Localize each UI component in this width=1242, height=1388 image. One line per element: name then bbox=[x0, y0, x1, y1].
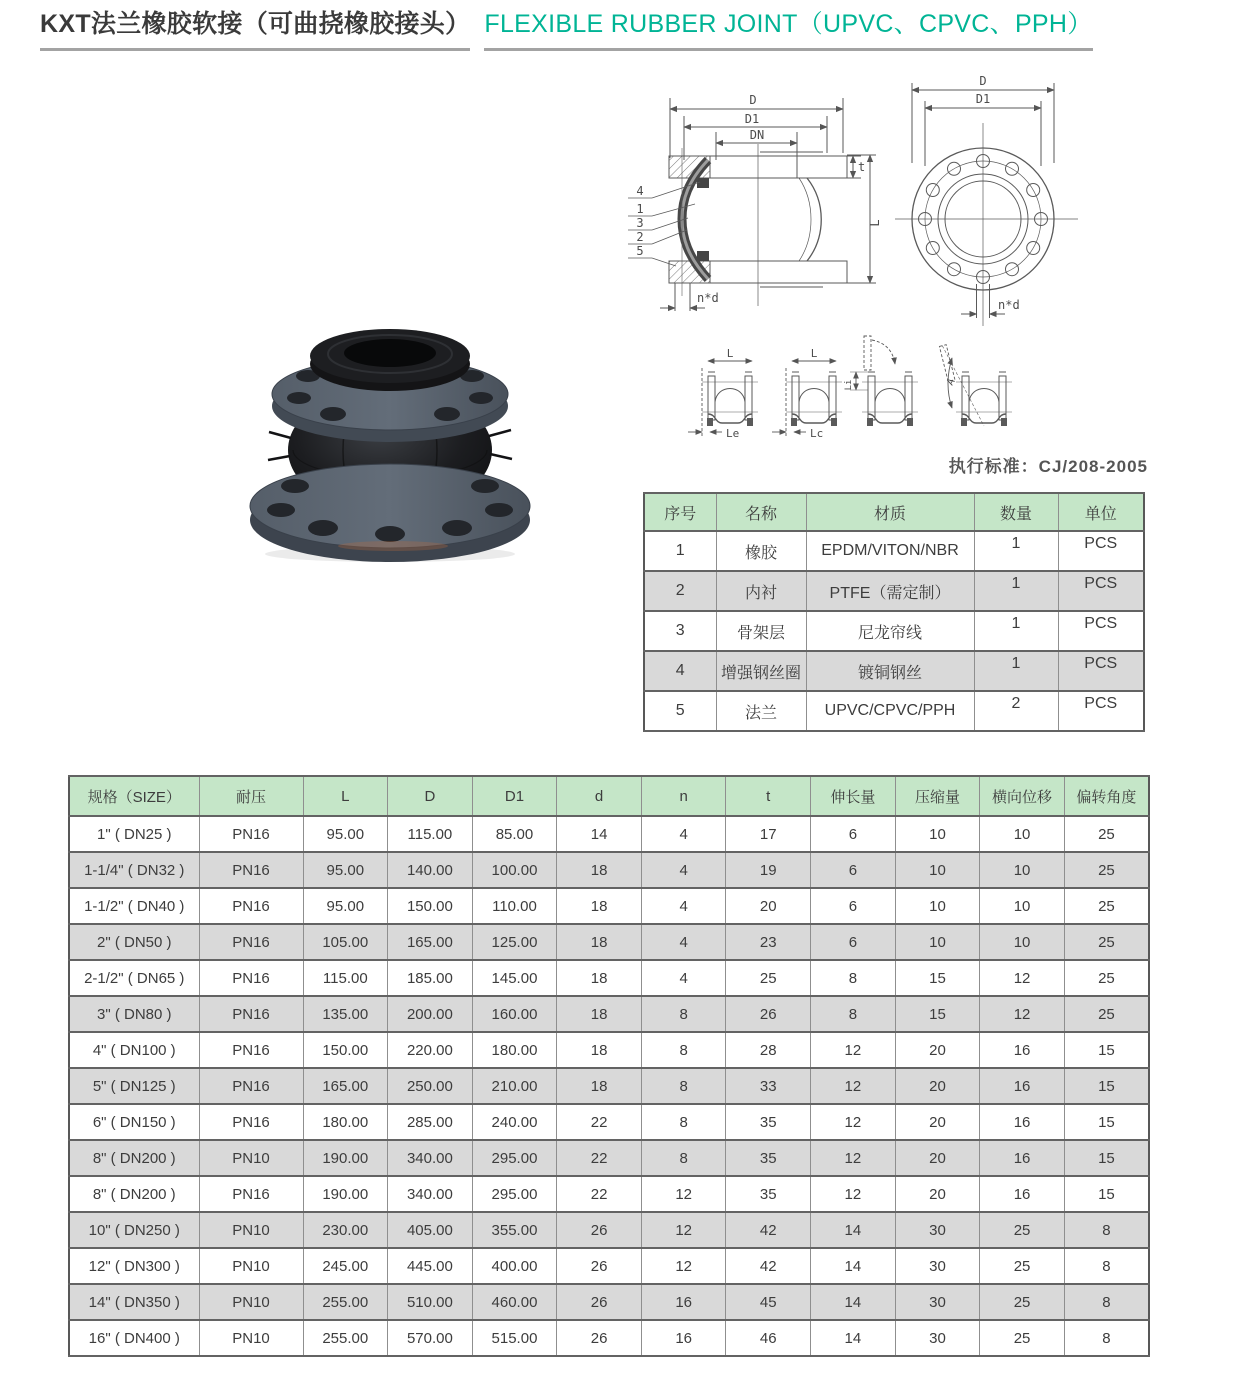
table-cell: 230.00 bbox=[303, 1212, 388, 1248]
table-cell: 255.00 bbox=[303, 1320, 388, 1356]
table-cell: 30 bbox=[895, 1320, 980, 1356]
table-cell: 26 bbox=[557, 1212, 642, 1248]
technical-drawings bbox=[600, 68, 1200, 468]
table-row bbox=[644, 571, 1144, 611]
table-cell: 镀铜钢丝 bbox=[806, 651, 974, 691]
table-cell: 17 bbox=[726, 816, 811, 852]
table-cell: 16 bbox=[980, 1176, 1065, 1212]
table-cell: 15 bbox=[895, 960, 980, 996]
ang-dim-a: A bbox=[945, 376, 958, 388]
table-cell: 15 bbox=[1064, 1140, 1149, 1176]
brand-mark bbox=[338, 541, 448, 551]
ext-dim-le: Le bbox=[726, 427, 740, 440]
column-header: 伸长量 bbox=[811, 776, 896, 816]
table-cell: 42 bbox=[726, 1248, 811, 1284]
front-dim-nd: n*d bbox=[998, 298, 1020, 312]
table-cell: 12 bbox=[811, 1068, 896, 1104]
table-cell: 18 bbox=[557, 852, 642, 888]
motion-diagram-compression bbox=[772, 347, 842, 440]
column-header: n bbox=[641, 776, 726, 816]
table-cell: 340.00 bbox=[388, 1176, 473, 1212]
header-row bbox=[644, 493, 1144, 531]
table-cell: 355.00 bbox=[472, 1212, 557, 1248]
table-cell: PN16 bbox=[199, 924, 303, 960]
table-cell: UPVC/CPVC/PPH bbox=[806, 691, 974, 731]
table-cell: 18 bbox=[557, 1068, 642, 1104]
table-cell: 42 bbox=[726, 1212, 811, 1248]
table-cell: 26 bbox=[557, 1248, 642, 1284]
table-cell: 150.00 bbox=[388, 888, 473, 924]
table-cell: 12 bbox=[980, 996, 1065, 1032]
table-cell: 6 bbox=[811, 816, 896, 852]
table-cell: 25 bbox=[1064, 888, 1149, 924]
table-row bbox=[644, 611, 1144, 651]
table-cell: 25 bbox=[1064, 852, 1149, 888]
column-header: L bbox=[303, 776, 388, 816]
dim-label-d1: D1 bbox=[744, 112, 760, 126]
table-cell: 10 bbox=[980, 888, 1065, 924]
table-cell: EPDM/VITON/NBR bbox=[806, 531, 974, 571]
table-cell: 尼龙帘线 bbox=[806, 611, 974, 651]
table-cell: 12" ( DN300 ) bbox=[69, 1248, 199, 1284]
table-cell: PCS bbox=[1058, 691, 1144, 731]
table-cell: 15 bbox=[1064, 1104, 1149, 1140]
table-cell: 26 bbox=[557, 1284, 642, 1320]
table-row bbox=[69, 1104, 1149, 1140]
table-cell: 16 bbox=[980, 1140, 1065, 1176]
table-cell: 115.00 bbox=[303, 960, 388, 996]
table-cell: 4 bbox=[644, 651, 716, 691]
table-cell: 19 bbox=[726, 852, 811, 888]
table-cell: 30 bbox=[895, 1248, 980, 1284]
table-cell: 115.00 bbox=[388, 816, 473, 852]
front-view-drawing bbox=[895, 74, 1078, 326]
table-row bbox=[69, 960, 1149, 996]
table-cell: 14" ( DN350 ) bbox=[69, 1284, 199, 1320]
table-cell: PCS bbox=[1058, 571, 1144, 611]
table-cell: 8 bbox=[1064, 1212, 1149, 1248]
table-cell: 245.00 bbox=[303, 1248, 388, 1284]
top-rubber-collar bbox=[310, 329, 470, 391]
table-cell: 95.00 bbox=[303, 888, 388, 924]
table-cell: 14 bbox=[811, 1320, 896, 1356]
table-cell: 12 bbox=[641, 1176, 726, 1212]
table-cell: 1 bbox=[974, 651, 1058, 691]
table-cell: 25 bbox=[980, 1284, 1065, 1320]
table-cell: 20 bbox=[895, 1176, 980, 1212]
table-cell: PN16 bbox=[199, 1176, 303, 1212]
table-cell: 法兰 bbox=[716, 691, 806, 731]
comp-dim-lc: Lc bbox=[810, 427, 824, 440]
front-dim-d1: D1 bbox=[975, 92, 991, 106]
spec-table bbox=[68, 775, 1150, 1357]
table-cell: 30 bbox=[895, 1284, 980, 1320]
dim-label-nd: n*d bbox=[697, 291, 719, 305]
table-cell: 18 bbox=[557, 888, 642, 924]
table-cell: 20 bbox=[726, 888, 811, 924]
table-cell: 6" ( DN150 ) bbox=[69, 1104, 199, 1140]
table-cell: 25 bbox=[726, 960, 811, 996]
table-cell: 18 bbox=[557, 996, 642, 1032]
standard-note: 执行标准：CJ/208-2005 bbox=[948, 457, 1148, 476]
table-cell: 25 bbox=[980, 1248, 1065, 1284]
table-cell: 255.00 bbox=[303, 1284, 388, 1320]
table-cell: 1" ( DN25 ) bbox=[69, 816, 199, 852]
table-row bbox=[69, 1284, 1149, 1320]
table-cell: 8" ( DN200 ) bbox=[69, 1140, 199, 1176]
dim-label-d: D bbox=[749, 93, 757, 107]
table-cell: 100.00 bbox=[472, 852, 557, 888]
table-cell: 180.00 bbox=[472, 1032, 557, 1068]
table-cell: 10 bbox=[980, 924, 1065, 960]
table-cell: 20 bbox=[895, 1140, 980, 1176]
table-cell: PCS bbox=[1058, 531, 1144, 571]
table-cell: 14 bbox=[557, 816, 642, 852]
table-cell: 10" ( DN250 ) bbox=[69, 1212, 199, 1248]
table-cell: 26 bbox=[726, 996, 811, 1032]
table-cell: PCS bbox=[1058, 651, 1144, 691]
column-header: t bbox=[726, 776, 811, 816]
table-cell: 4" ( DN100 ) bbox=[69, 1032, 199, 1068]
table-cell: 8 bbox=[1064, 1284, 1149, 1320]
table-row bbox=[69, 1248, 1149, 1284]
table-cell: 16 bbox=[980, 1032, 1065, 1068]
table-cell: 28 bbox=[726, 1032, 811, 1068]
table-cell: 6 bbox=[811, 924, 896, 960]
table-cell: 16 bbox=[641, 1320, 726, 1356]
table-cell: 35 bbox=[726, 1140, 811, 1176]
motion-diagram-extension bbox=[688, 347, 758, 440]
column-header: 数量 bbox=[974, 493, 1058, 531]
table-cell: 1-1/2" ( DN40 ) bbox=[69, 888, 199, 924]
table-cell: 22 bbox=[557, 1176, 642, 1212]
callout-3: 3 bbox=[636, 216, 644, 230]
table-cell: 25 bbox=[980, 1212, 1065, 1248]
table-cell: 1 bbox=[644, 531, 716, 571]
table-cell: 445.00 bbox=[388, 1248, 473, 1284]
header-row bbox=[69, 776, 1149, 816]
table-cell: 6 bbox=[811, 888, 896, 924]
table-cell: 8" ( DN200 ) bbox=[69, 1176, 199, 1212]
table-cell: 180.00 bbox=[303, 1104, 388, 1140]
table-cell: 2 bbox=[644, 571, 716, 611]
table-cell: 25 bbox=[1064, 960, 1149, 996]
column-header: 单位 bbox=[1058, 493, 1144, 531]
table-cell: 1 bbox=[974, 571, 1058, 611]
table-cell: 85.00 bbox=[472, 816, 557, 852]
parts-table bbox=[643, 492, 1145, 732]
column-header: 横向位移 bbox=[980, 776, 1065, 816]
table-row bbox=[69, 1140, 1149, 1176]
table-cell: PTFE（需定制） bbox=[806, 571, 974, 611]
table-cell: 8 bbox=[1064, 1248, 1149, 1284]
column-header: D1 bbox=[472, 776, 557, 816]
callout-2: 2 bbox=[636, 230, 644, 244]
table-cell: 160.00 bbox=[472, 996, 557, 1032]
table-cell: PN16 bbox=[199, 1068, 303, 1104]
cross-section-drawing bbox=[628, 93, 882, 311]
table-cell: 570.00 bbox=[388, 1320, 473, 1356]
table-cell: 220.00 bbox=[388, 1032, 473, 1068]
table-cell: 20 bbox=[895, 1068, 980, 1104]
table-cell: 405.00 bbox=[388, 1212, 473, 1248]
table-row bbox=[69, 996, 1149, 1032]
table-cell: 20 bbox=[895, 1032, 980, 1068]
column-header: 耐压 bbox=[199, 776, 303, 816]
table-row bbox=[69, 816, 1149, 852]
column-header: 名称 bbox=[716, 493, 806, 531]
table-row bbox=[644, 531, 1144, 571]
table-cell: 30 bbox=[895, 1212, 980, 1248]
table-cell: 15 bbox=[1064, 1068, 1149, 1104]
table-cell: 18 bbox=[557, 1032, 642, 1068]
table-cell: 16 bbox=[980, 1104, 1065, 1140]
table-cell: 510.00 bbox=[388, 1284, 473, 1320]
title-block-en bbox=[484, 8, 1092, 51]
table-cell: 4 bbox=[641, 960, 726, 996]
table-cell: 骨架层 bbox=[716, 611, 806, 651]
comp-dim-l: L bbox=[810, 347, 818, 360]
table-cell: 295.00 bbox=[472, 1140, 557, 1176]
table-cell: 190.00 bbox=[303, 1176, 388, 1212]
table-cell: 105.00 bbox=[303, 924, 388, 960]
table-cell: PN16 bbox=[199, 1032, 303, 1068]
table-cell: 1 bbox=[974, 611, 1058, 651]
table-cell: PN16 bbox=[199, 960, 303, 996]
page-header bbox=[40, 8, 1093, 51]
column-header: d bbox=[557, 776, 642, 816]
table-cell: PCS bbox=[1058, 611, 1144, 651]
table-cell: 140.00 bbox=[388, 852, 473, 888]
table-cell: 10 bbox=[980, 852, 1065, 888]
table-cell: 4 bbox=[641, 816, 726, 852]
callout-5: 5 bbox=[636, 244, 644, 258]
column-header: 序号 bbox=[644, 493, 716, 531]
table-cell: 460.00 bbox=[472, 1284, 557, 1320]
table-row bbox=[69, 1212, 1149, 1248]
table-cell: 150.00 bbox=[303, 1032, 388, 1068]
table-cell: 190.00 bbox=[303, 1140, 388, 1176]
table-cell: 8 bbox=[641, 1032, 726, 1068]
table-cell: 内衬 bbox=[716, 571, 806, 611]
table-cell: 8 bbox=[1064, 1320, 1149, 1356]
table-cell: 10 bbox=[895, 924, 980, 960]
table-cell: 2 bbox=[974, 691, 1058, 731]
table-cell: 10 bbox=[895, 852, 980, 888]
table-cell: 125.00 bbox=[472, 924, 557, 960]
front-dim-d: D bbox=[979, 74, 987, 88]
table-cell: 16" ( DN400 ) bbox=[69, 1320, 199, 1356]
dim-label-dn: DN bbox=[749, 128, 765, 142]
column-header: 偏转角度 bbox=[1064, 776, 1149, 816]
page-title-english: FLEXIBLE RUBBER JOINT（UPVC、CPVC、PPH） bbox=[484, 10, 1093, 38]
table-cell: 26 bbox=[557, 1320, 642, 1356]
table-row bbox=[69, 1176, 1149, 1212]
table-cell: 33 bbox=[726, 1068, 811, 1104]
table-cell: 12 bbox=[811, 1176, 896, 1212]
title-block-cn bbox=[40, 8, 470, 51]
table-cell: 10 bbox=[980, 816, 1065, 852]
table-row bbox=[644, 651, 1144, 691]
table-cell: 95.00 bbox=[303, 816, 388, 852]
callout-4: 4 bbox=[636, 184, 644, 198]
table-row bbox=[644, 691, 1144, 731]
table-cell: 8 bbox=[641, 1068, 726, 1104]
table-row bbox=[69, 924, 1149, 960]
table-cell: 22 bbox=[557, 1140, 642, 1176]
callout-1: 1 bbox=[636, 202, 644, 216]
table-cell: 18 bbox=[557, 960, 642, 996]
dim-label-t: t bbox=[858, 160, 866, 174]
table-cell: 橡胶 bbox=[716, 531, 806, 571]
table-cell: PN16 bbox=[199, 996, 303, 1032]
table-cell: 1-1/4" ( DN32 ) bbox=[69, 852, 199, 888]
table-cell: 95.00 bbox=[303, 852, 388, 888]
table-row bbox=[69, 1320, 1149, 1356]
table-cell: 12 bbox=[811, 1140, 896, 1176]
table-cell: 5 bbox=[644, 691, 716, 731]
title-underline-cn bbox=[40, 48, 470, 51]
table-cell: 12 bbox=[641, 1212, 726, 1248]
table-cell: 增强钢丝圈 bbox=[716, 651, 806, 691]
table-cell: 15 bbox=[1064, 1176, 1149, 1212]
table-cell: 210.00 bbox=[472, 1068, 557, 1104]
table-row bbox=[69, 1068, 1149, 1104]
table-cell: 15 bbox=[1064, 1032, 1149, 1068]
table-cell: 185.00 bbox=[388, 960, 473, 996]
column-header: 规格（SIZE） bbox=[69, 776, 199, 816]
table-cell: 12 bbox=[811, 1032, 896, 1068]
table-cell: 8 bbox=[811, 960, 896, 996]
table-cell: 3 bbox=[644, 611, 716, 651]
table-cell: 15 bbox=[895, 996, 980, 1032]
table-cell: 515.00 bbox=[472, 1320, 557, 1356]
table-cell: 16 bbox=[980, 1068, 1065, 1104]
table-cell: 4 bbox=[641, 924, 726, 960]
table-row bbox=[69, 1032, 1149, 1068]
table-cell: 22 bbox=[557, 1104, 642, 1140]
table-cell: 8 bbox=[641, 1140, 726, 1176]
table-cell: PN10 bbox=[199, 1320, 303, 1356]
table-cell: 25 bbox=[980, 1320, 1065, 1356]
bottom-flange bbox=[250, 464, 530, 562]
table-cell: PN16 bbox=[199, 852, 303, 888]
table-cell: PN10 bbox=[199, 1248, 303, 1284]
table-cell: 23 bbox=[726, 924, 811, 960]
table-cell: 10 bbox=[895, 816, 980, 852]
table-cell: 16 bbox=[641, 1284, 726, 1320]
dim-label-l: L bbox=[868, 219, 882, 227]
table-cell: 12 bbox=[980, 960, 1065, 996]
product-photo bbox=[233, 318, 548, 568]
table-cell: 4 bbox=[641, 888, 726, 924]
table-cell: 295.00 bbox=[472, 1176, 557, 1212]
title-underline-en bbox=[484, 48, 1092, 51]
table-cell: 165.00 bbox=[303, 1068, 388, 1104]
table-cell: 200.00 bbox=[388, 996, 473, 1032]
table-cell: 25 bbox=[1064, 816, 1149, 852]
table-cell: 5" ( DN125 ) bbox=[69, 1068, 199, 1104]
table-cell: 6 bbox=[811, 852, 896, 888]
table-cell: 25 bbox=[1064, 924, 1149, 960]
table-cell: 240.00 bbox=[472, 1104, 557, 1140]
table-cell: 340.00 bbox=[388, 1140, 473, 1176]
table-cell: 14 bbox=[811, 1248, 896, 1284]
table-cell: 285.00 bbox=[388, 1104, 473, 1140]
table-row bbox=[69, 852, 1149, 888]
table-cell: PN10 bbox=[199, 1284, 303, 1320]
table-cell: 12 bbox=[641, 1248, 726, 1284]
table-cell: PN10 bbox=[199, 1140, 303, 1176]
table-cell: PN16 bbox=[199, 888, 303, 924]
table-cell: PN16 bbox=[199, 1104, 303, 1140]
ext-dim-l: L bbox=[726, 347, 734, 360]
table-cell: 46 bbox=[726, 1320, 811, 1356]
table-cell: 8 bbox=[641, 1104, 726, 1140]
table-cell: 14 bbox=[811, 1284, 896, 1320]
table-cell: 18 bbox=[557, 924, 642, 960]
table-cell: 25 bbox=[1064, 996, 1149, 1032]
table-cell: 12 bbox=[811, 1104, 896, 1140]
table-cell: 145.00 bbox=[472, 960, 557, 996]
table-cell: 20 bbox=[895, 1104, 980, 1140]
table-cell: 10 bbox=[895, 888, 980, 924]
table-cell: 8 bbox=[811, 996, 896, 1032]
table-cell: 4 bbox=[641, 852, 726, 888]
table-cell: 110.00 bbox=[472, 888, 557, 924]
column-header: D bbox=[388, 776, 473, 816]
table-row bbox=[69, 888, 1149, 924]
table-cell: 135.00 bbox=[303, 996, 388, 1032]
table-cell: 35 bbox=[726, 1176, 811, 1212]
table-cell: 250.00 bbox=[388, 1068, 473, 1104]
table-cell: PN16 bbox=[199, 816, 303, 852]
motion-diagram-angular bbox=[939, 341, 1012, 432]
table-cell: 3" ( DN80 ) bbox=[69, 996, 199, 1032]
column-header: 压缩量 bbox=[895, 776, 980, 816]
table-cell: PN10 bbox=[199, 1212, 303, 1248]
page-title-chinese: KXT法兰橡胶软接（可曲挠橡胶接头） bbox=[40, 10, 471, 38]
table-cell: 45 bbox=[726, 1284, 811, 1320]
table-cell: 14 bbox=[811, 1212, 896, 1248]
lat-dim-li: Li bbox=[844, 379, 854, 391]
column-header: 材质 bbox=[806, 493, 974, 531]
table-cell: 2-1/2" ( DN65 ) bbox=[69, 960, 199, 996]
table-cell: 35 bbox=[726, 1104, 811, 1140]
table-cell: 2" ( DN50 ) bbox=[69, 924, 199, 960]
table-cell: 400.00 bbox=[472, 1248, 557, 1284]
table-cell: 165.00 bbox=[388, 924, 473, 960]
motion-diagram-lateral bbox=[844, 336, 918, 426]
table-cell: 1 bbox=[974, 531, 1058, 571]
table-cell: 8 bbox=[641, 996, 726, 1032]
